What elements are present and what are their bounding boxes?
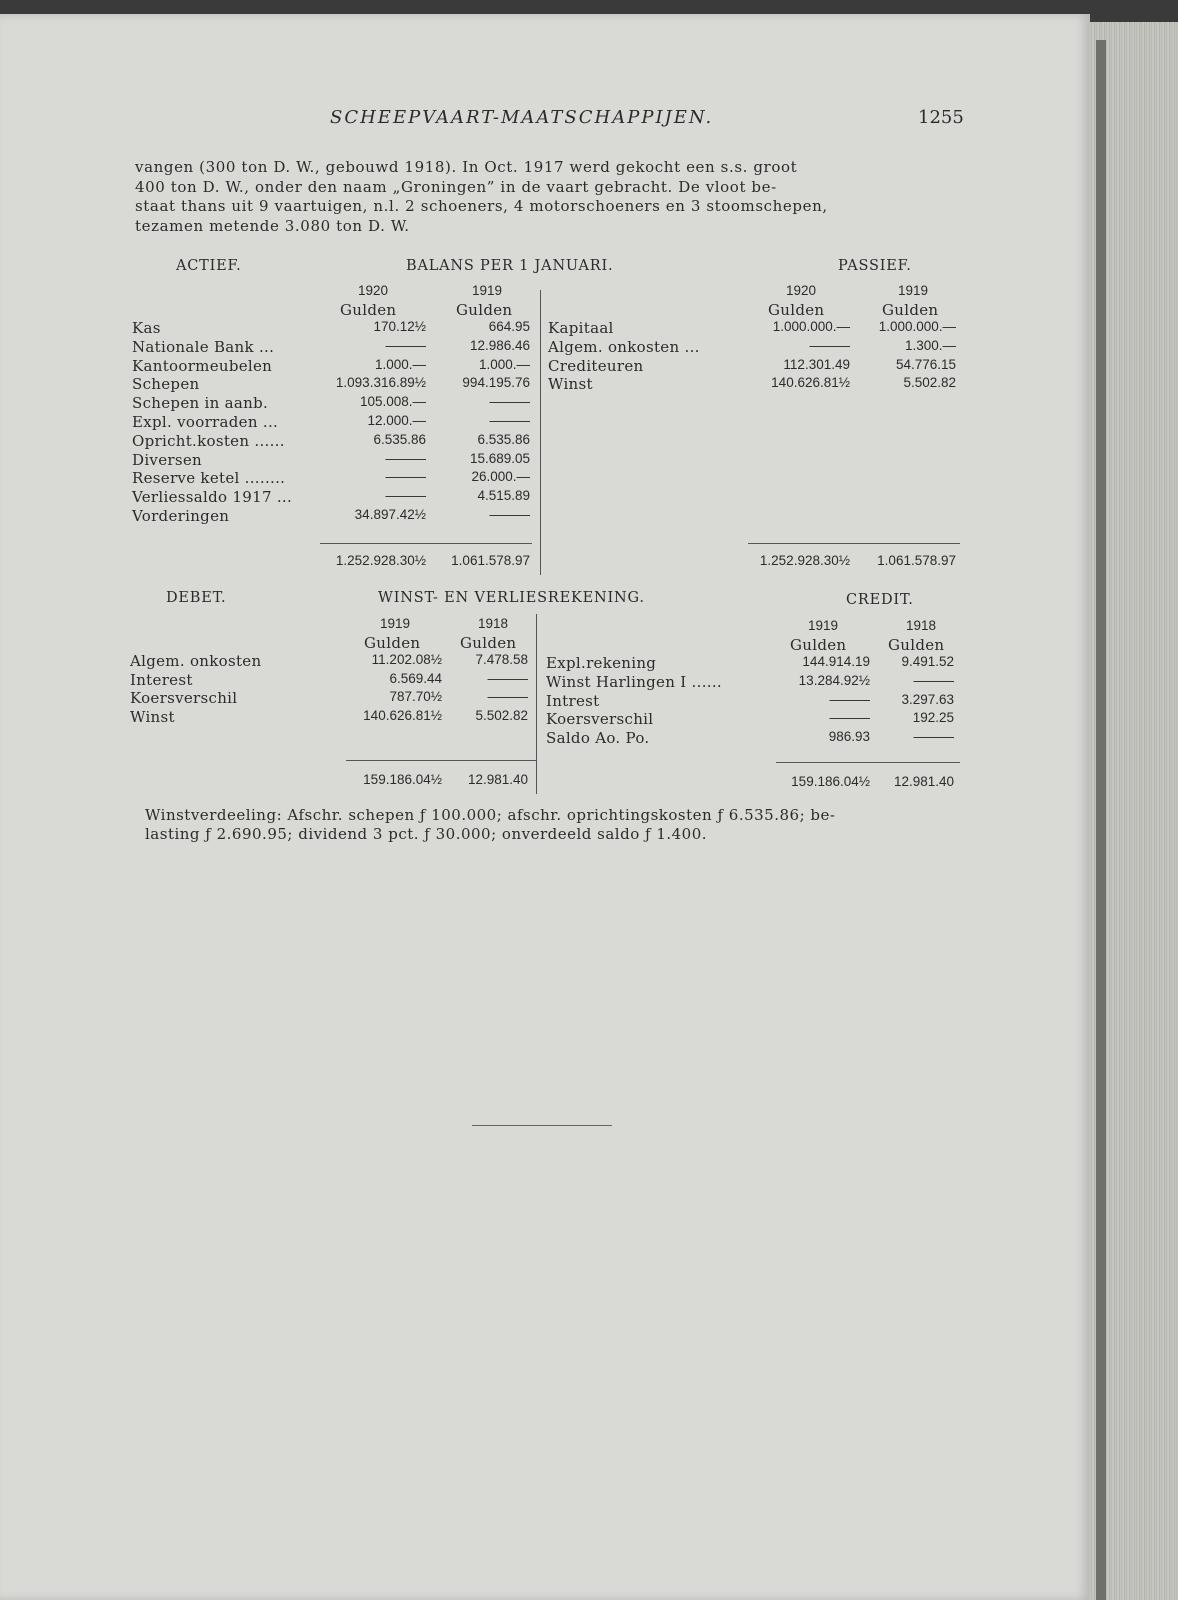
winst-unit-b-left: Gulden xyxy=(460,634,517,652)
balans-year-b-left: 1919 xyxy=(472,283,503,298)
winst-divider xyxy=(536,614,537,794)
row-value: 7.478.58 xyxy=(475,652,528,667)
winst-credit-title: CREDIT. xyxy=(846,592,914,608)
balans-year-a-left: 1920 xyxy=(358,283,389,298)
balans-total-right-a: 1.252.928.30½ xyxy=(759,553,850,568)
row-label: Expl. voorraden ... xyxy=(132,413,279,431)
row-label: Expl.rekening xyxy=(546,654,657,672)
row-label: Saldo Ao. Po. xyxy=(546,729,650,748)
winst-total-left-b: 12.981.40 xyxy=(467,772,528,787)
intro-line: staat thans uit 9 vaartuigen, n.l. 2 schoeners, 4 motorschoeners en 3 stoomschepen, xyxy=(135,197,828,215)
row-value: ——— xyxy=(829,691,870,707)
row-label: Kantoormeubelen xyxy=(132,356,273,375)
winst-total-right-b: 12.981.40 xyxy=(893,774,954,789)
section-separator xyxy=(472,1125,612,1126)
balans-total-left-a: 1.252.928.30½ xyxy=(335,553,426,568)
balans-unit-a-right: Gulden xyxy=(768,301,825,319)
row-value: 1.000.— xyxy=(478,356,530,372)
row-label: Opricht.kosten ...... xyxy=(132,431,285,450)
balans-unit-b-right: Gulden xyxy=(882,301,939,319)
row-label: Verliessaldo 1917 ... xyxy=(132,488,293,507)
row-value: ——— xyxy=(489,507,530,522)
row-value: 11.202.08½ xyxy=(371,652,442,667)
running-header: SCHEEPVAART-MAATSCHAPPIJEN. xyxy=(330,107,714,128)
row-label: Interest xyxy=(130,670,193,689)
row-value: 1.000.000.— xyxy=(878,319,956,334)
row-label: Vorderingen xyxy=(132,507,230,525)
balans-year-b-right: 1919 xyxy=(898,283,929,298)
winst-unit-b-right: Gulden xyxy=(888,636,945,654)
balans-passief-title: PASSIEF. xyxy=(838,258,912,274)
row-value: 4.515.89 xyxy=(477,488,530,504)
row-value: 54.776.15 xyxy=(895,356,956,372)
row-value: 1.300.— xyxy=(904,337,956,353)
row-value: 170.12½ xyxy=(373,319,426,334)
row-value: 664.95 xyxy=(488,319,530,334)
row-value: 12.986.46 xyxy=(469,337,530,353)
row-value: ——— xyxy=(385,469,426,485)
row-label: Crediteuren xyxy=(548,356,644,375)
intro-line: tezamen metende 3.080 ton D. W. xyxy=(135,216,410,235)
winst-total-rule-left xyxy=(346,760,536,761)
balans-total-right-b: 1.061.578.97 xyxy=(877,553,956,568)
row-value: 1.000.000.— xyxy=(772,319,850,334)
winst-year-b-right: 1918 xyxy=(906,618,937,633)
winstverdeeling-note xyxy=(145,806,965,844)
winst-unit-a-left: Gulden xyxy=(364,634,421,652)
balans-year-a-right: 1920 xyxy=(786,283,817,298)
row-value: 9.491.52 xyxy=(901,654,954,669)
winst-title: WINST- EN VERLIESREKENING. xyxy=(378,590,645,606)
row-label: Nationale Bank ... xyxy=(132,337,275,356)
row-label: Algem. onkosten ... xyxy=(548,337,700,356)
row-value: 105.008.— xyxy=(359,394,426,410)
row-label: Winst xyxy=(548,375,593,394)
row-label: Koersverschil xyxy=(546,710,654,729)
row-label: Intrest xyxy=(546,691,600,710)
row-value: 140.626.81½ xyxy=(363,707,442,723)
row-value: ——— xyxy=(385,337,426,353)
intro-line: 400 ton D. W., onder den naam „Groningen” in de vaart gebracht. De vloot be- xyxy=(135,177,777,196)
row-label: Reserve ketel ........ xyxy=(132,469,286,488)
intro-paragraph xyxy=(135,158,955,236)
row-value: ——— xyxy=(385,488,426,504)
book-spine-shadow xyxy=(1096,40,1106,1600)
row-value: ——— xyxy=(809,337,850,353)
row-value: 787.70½ xyxy=(389,689,442,705)
row-value: ——— xyxy=(487,670,528,686)
row-value: 5.502.82 xyxy=(475,707,528,723)
row-value: 1.000.— xyxy=(374,356,426,372)
winst-total-left-a: 159.186.04½ xyxy=(363,772,442,787)
row-label: Kas xyxy=(132,319,161,337)
row-value: ——— xyxy=(385,450,426,466)
row-value: ——— xyxy=(829,710,870,726)
winst-year-b-left: 1918 xyxy=(478,616,509,631)
row-value: 144.914.19 xyxy=(802,654,870,669)
row-label: Kapitaal xyxy=(548,319,614,337)
row-label: Koersverschil xyxy=(130,689,238,708)
row-value: ——— xyxy=(913,672,954,688)
row-value: 6.535.86 xyxy=(477,431,530,447)
row-value: 994.195.76 xyxy=(462,375,530,391)
row-label: Schepen xyxy=(132,375,200,394)
row-value: 3.297.63 xyxy=(901,691,954,707)
note-line: lasting ƒ 2.690.95; dividend 3 pct. ƒ 30.000; onverdeeld saldo ƒ 1.400. xyxy=(145,825,708,843)
note-line: Winstverdeeling: Afschr. schepen ƒ 100.000; afschr. oprichtingskosten ƒ 6.535.86; be- xyxy=(145,806,836,824)
row-value: 1.093.316.89½ xyxy=(335,375,426,391)
row-value: 140.626.81½ xyxy=(771,375,850,391)
row-value: 34.897.42½ xyxy=(354,507,426,522)
row-value: 26.000.— xyxy=(471,469,530,485)
row-label: Winst Harlingen I ...... xyxy=(546,672,722,691)
balans-divider xyxy=(540,290,541,575)
row-value: 986.93 xyxy=(828,729,870,745)
page-number: 1255 xyxy=(918,107,964,128)
balans-total-rule-left xyxy=(320,543,532,544)
row-value: 15.689.05 xyxy=(469,450,530,466)
winst-year-a-right: 1919 xyxy=(808,618,839,633)
row-value: ——— xyxy=(913,729,954,745)
winst-debet-title: DEBET. xyxy=(166,590,227,606)
balans-unit-b-left: Gulden xyxy=(456,301,513,319)
balans-actief-title: ACTIEF. xyxy=(176,258,242,274)
row-value: 6.535.86 xyxy=(373,431,426,447)
row-value: 5.502.82 xyxy=(903,375,956,391)
balans-unit-a-left: Gulden xyxy=(340,301,397,319)
row-value: ——— xyxy=(487,689,528,705)
row-value: 13.284.92½ xyxy=(798,672,870,688)
row-label: Algem. onkosten xyxy=(130,652,262,670)
row-label: Schepen in aanb. xyxy=(132,394,269,413)
balans-total-left-b: 1.061.578.97 xyxy=(451,553,530,568)
row-value: 6.569.44 xyxy=(389,670,442,686)
row-value: 12.000.— xyxy=(367,413,426,428)
row-value: ——— xyxy=(489,413,530,428)
row-label: Winst xyxy=(130,707,175,726)
intro-line: vangen (300 ton D. W., gebouwd 1918). In Oct. 1917 werd gekocht een s.s. groot xyxy=(135,158,798,176)
row-label: Diversen xyxy=(132,450,202,469)
winst-year-a-left: 1919 xyxy=(380,616,411,631)
row-value: 112.301.49 xyxy=(783,356,850,372)
row-value: ——— xyxy=(489,394,530,410)
winst-unit-a-right: Gulden xyxy=(790,636,847,654)
row-value: 192.25 xyxy=(912,710,954,726)
balans-title: BALANS PER 1 JANUARI. xyxy=(406,258,614,274)
balans-total-rule-right xyxy=(748,543,960,544)
winst-total-right-a: 159.186.04½ xyxy=(791,774,870,789)
winst-total-rule-right xyxy=(776,762,960,763)
